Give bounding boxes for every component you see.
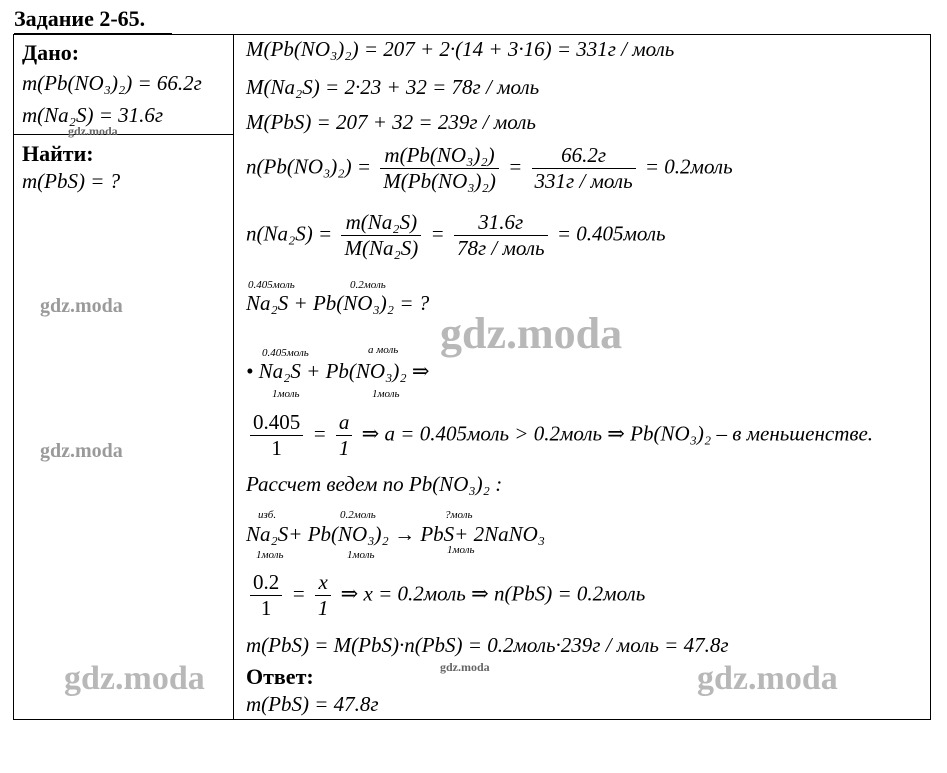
task-title: Задание 2-65. — [14, 6, 146, 31]
watermark: gdz.moda — [697, 660, 838, 697]
watermark: gdz.moda — [40, 440, 123, 462]
find-header: Найти: — [22, 141, 94, 166]
reaction2-annotation: 1моль — [372, 388, 400, 400]
reaction1-annotation: 0.405моль — [248, 279, 295, 291]
molar-mass-na2s: M(Na₂S) = 2·23 + 32 = 78г / моль — [246, 75, 540, 99]
column-divider — [233, 34, 234, 720]
reaction-3: Na₂S+ Pb(NO₃)₂ → PbS+ 2NaNO₃ — [246, 522, 546, 546]
reaction3-annotation: изб. — [258, 509, 277, 521]
reaction-2: • Na₂S + Pb(NO₃)₂ ⇒ — [246, 359, 430, 383]
watermark: gdz.moda — [68, 124, 118, 138]
reaction-1: Na₂S + Pb(NO₃)₂ = ? — [246, 291, 430, 315]
given-header: Дано: — [22, 40, 80, 65]
watermark: gdz.moda — [64, 660, 205, 697]
moles-pbno3: n(Pb(NO₃)₂) = $\frac{\text{m(Pb(NO₃)₂)}}{\text{M(Pb(NO₃)₂)}}$ = $\frac{66.2г}{\text{331г / моль}}$ = 0.2моль — [246, 143, 733, 193]
proportion-1: $\frac{0.405}{1}$ = $\frac{a}{1}$ ⇒ a = 0.405моль > 0.2моль ⇒ Pb(NO₃)₂ – в меньшенстве. — [246, 410, 873, 461]
molar-mass-pbs: M(PbS) = 207 + 32 = 239г / моль — [246, 110, 536, 134]
reaction3-annotation: 1моль — [447, 544, 475, 556]
reaction2-annotation: 0.405моль — [262, 347, 309, 359]
mass-calculation: m(PbS) = M(PbS)·n(PbS) = 0.2моль·239г / моль = 47.8г — [246, 633, 729, 657]
reaction3-annotation: 0.2моль — [340, 509, 376, 521]
given-item: m(Na₂S) = 31.6г — [22, 103, 164, 127]
answer-header: Ответ: — [246, 664, 314, 689]
given-find-divider — [13, 134, 233, 135]
answer: m(PbS) = 47.8г — [246, 692, 379, 716]
watermark: gdz.moda — [440, 660, 490, 674]
reaction2-annotation: a моль — [368, 344, 399, 356]
reaction3-annotation: 1моль — [347, 549, 375, 561]
molar-mass-pbno3: M(Pb(NO₃)₂) = 207 + 2·(14 + 3·16) = 331г / моль — [246, 37, 675, 61]
find-item: m(PbS) = ? — [22, 169, 121, 193]
watermark: gdz.moda — [440, 309, 623, 358]
proportion-2: $\frac{0.2}{1}$ = $\frac{x}{1}$ ⇒ x = 0.2моль ⇒ n(PbS) = 0.2моль — [246, 570, 645, 621]
calculation-note: Рассчет ведем по Pb(NO₃)₂ : — [246, 472, 503, 496]
reaction3-annotation: ?моль — [445, 509, 473, 521]
reaction3-annotation: 1моль — [256, 549, 284, 561]
reaction1-annotation: 0.2моль — [350, 279, 386, 291]
watermark: gdz.moda — [40, 295, 123, 317]
reaction2-annotation: 1моль — [272, 388, 300, 400]
given-item: m(Pb(NO₃)₂) = 66.2г — [22, 71, 202, 95]
moles-na2s: n(Na₂S) = $\frac{\text{m(Na₂S)}}{\text{M(Na₂S)}}$ = $\frac{31.6г}{\text{78г / моль}}$ = 0.405моль — [246, 210, 666, 260]
